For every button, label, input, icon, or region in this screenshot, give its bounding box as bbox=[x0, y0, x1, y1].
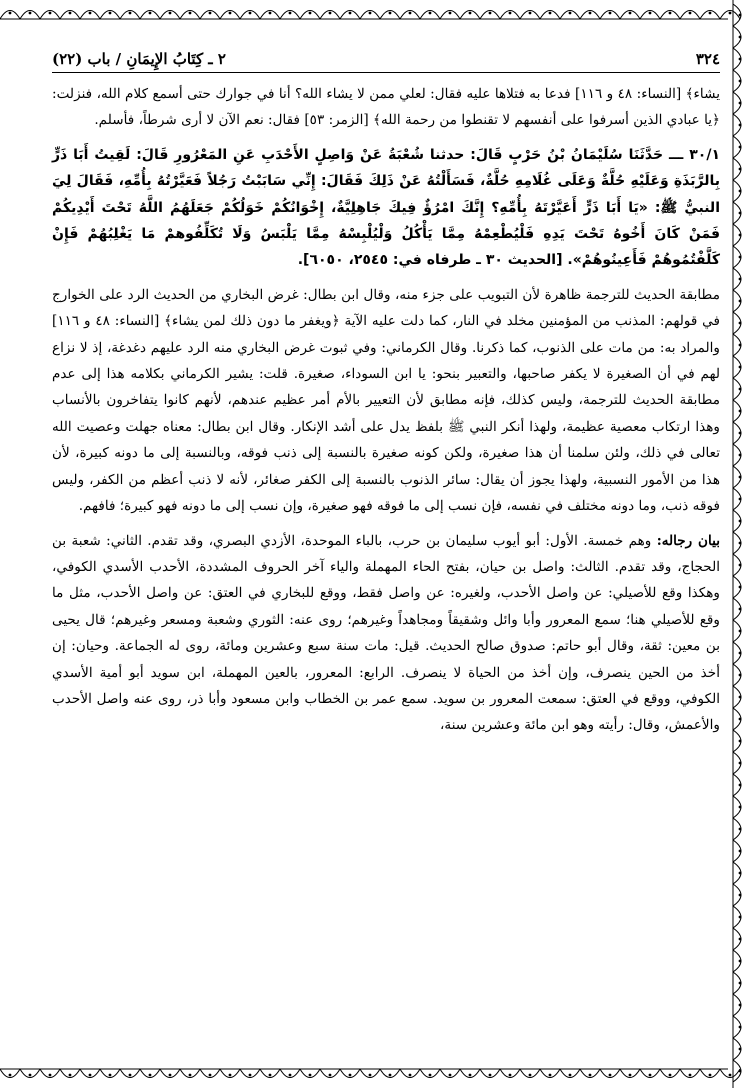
paragraph-continuation: يشاء﴾ [النساء: ٤٨ و ١١٦] فدعا به فتلاها عليه فقال: لعلي ممن لا يشاء الله؟ أنا في جوارك حتى أسمع كلام الله، فنزلت: ﴿يا عبادي الذين أسرفوا على أنفسهم لا تقنطوا من رحمة الله﴾ [الزمر: ٥٣] فقال: نعم الآن لا أرى شرطاً، فأسلم. bbox=[52, 86, 720, 129]
hadith-text: ٣٠/١ ـــ حَدَّثَنَا سُلَيْمَانُ بْنُ حَرْبٍ قَالَ: حدثنا شُعْبَةُ عَنْ وَاصِلٍ الأَحْدَبِ عَنِ المَعْرُورِ قَالَ: لَقِيتُ أَبَا ذَرٍّ بِالرَّبَذَةِ وَعَلَيْهِ حُلَّةٌ وَعَلَى غُلَامِهِ حُلَّةٌ، فَسَأَلْتُهُ عَنْ ذَلِكَ فَقَالَ: إِنِّي سَابَبْتُ رَجُلاً فَعَيَّرْتُهُ بِأُمِّهِ، فَقَالَ لِيَ النبيُّ ﷺ: «يَا أَبَا ذَرٍّ أَعَيَّرْتَهُ بِأُمِّهِ؟ إِنَّكَ امْرُؤٌ فِيكَ جَاهِلِيَّةٌ، إِخْوَانُكُمْ خَوَلُكُمْ جَعَلَهُمُ اللَّهُ تَحْتَ أَيْدِيكُمْ فَمَنْ كَانَ أَخُوهُ تَحْتَ يَدِهِ فَلْيُطْعِمْهُ مِمَّا يَأْكُلُ وَلْيُلْبِسْهُ مِمَّا يَلْبَسُ وَلَا تُكَلِّفُوهمْ مَا يَغْلِبُهُمْ فَإِنْ كَلَّفْتُمُوهُمْ فَأَعِينُوهُمْ». [الحديث ٣٠ ـ طرفاه في: ٢٥٤٥، ٦٠٥٠]. bbox=[52, 146, 720, 269]
running-title: ٢ ـ كِتَابُ الإِيمَانِ / باب (٢٢) bbox=[52, 50, 226, 68]
narrators-text: وهم خمسة. الأول: أبو أيوب سليمان بن حرب، بالباء الموحدة، الأزدي البصري، وقد تقدم. الثاني: شعبة بن الحجاج، وقد تقدم. الثالث: واصل بن حيان، بفتح الحاء المهملة والياء آخر الحروف المشددة، الأحدب الأسدي الكوفي، وهكذا وقع للأصيلي: عن واصل الأحدب، ولغيره: عن واصل فقط، ووقع للبخاري في العتق: عن واصل الأحدب، مثل ما وقع للأصيلي هنا؛ سمع المعرور وأبا وائل وشقيقاً ومجاهداً وغيرهم؛ روى عنه: الثوري وشعبة ومسعر وغيرهم؛ قال يحيى بن معين: ثقة، وقال أبو حاتم: صدوق صالح الحديث. قيل: مات سنة سبع وعشرين ومائة، روى له الجماعة. وحيان: إن أخذ من الحين ينصرف، وإن أخذ من الحياة لا ينصرف. الرابع: المعرور، بالعين المهملة، ابن سويد أبو أمية الأسدي الكوفي، ووقع في العتق: سمعت المعرور بن سويد. سمع عمر بن الخطاب وابن مسعود وأبا ذر، روى عنه واصل الأحدب والأعمش، وقال: رأيته وهو ابن مائة وعشرين سنة، bbox=[52, 532, 720, 734]
commentary-paragraph: مطابقة الحديث للترجمة ظاهرة لأن التبويب على جزء منه، وقال ابن بطال: غرض البخاري من الحديث الرد على الخوارج في قولهم: المذنب من المؤمنين مخلد في النار، كما دلت عليه الآية ﴿ويغفر ما دون ذلك لمن يشاء﴾ [النساء: ٤٨ و ١١٦] والمراد به: من مات على الذنوب، كما ذكرنا. وقال الكرماني: وفي ثبوت غرض البخاري منه الرد عليهم دغدغة، إذ لا نزاع لهم في أن الصغيرة لا يكفر صاحبها، والتعبير بنحو: يا ابن السوداء، صغيرة. قلت: يشير الكرماني بكلامه هذا إلى عدم مطابقة الحديث للترجمة، وليس كذلك، فإنه مطابق لأن التعيير بالأم أمر عظيم عندهم، لأنهم كانوا يتفاخرون بالأنساب وهذا ارتكاب معصية عظيمة، ولهذا أنكر النبي ﷺ بلفظ يدل على أشد الإنكار. وقال ابن بطال: معناه جهلت وعصيت الله تعالى في ذلك، ولئن سلمنا أن هذا صغيرة، ولكن كونه صغيرة بالنسبة إلى ذنب فوقه، وبالنسبة إلى ما دونه كبيرة، لأن هذا من الأمور النسبية، ولهذا يجوز أن يقال: سائر الذنوب بالنسبة إلى الكفر صغائر، لأنه لا ذنب أعظم من الكفر، وليس فوقه ذنب، وما دونه مختلف في نفسه، فإن نسب إلى ما فوقه فهو صغيرة، وإن نسب إلى ما دونه فهو كبيرة؛ فافهم. bbox=[52, 286, 720, 515]
book-page bbox=[52, 46, 720, 1056]
decorative-border-bottom bbox=[0, 1066, 750, 1088]
narrators-label: بيان رجاله: bbox=[656, 532, 720, 549]
page-header bbox=[52, 46, 720, 73]
page-body bbox=[52, 81, 720, 739]
decorative-border-right bbox=[730, 0, 750, 1088]
page-number: ٣٢٤ bbox=[695, 50, 720, 68]
narrators-paragraph bbox=[52, 528, 720, 739]
decorative-border-top bbox=[0, 0, 750, 22]
